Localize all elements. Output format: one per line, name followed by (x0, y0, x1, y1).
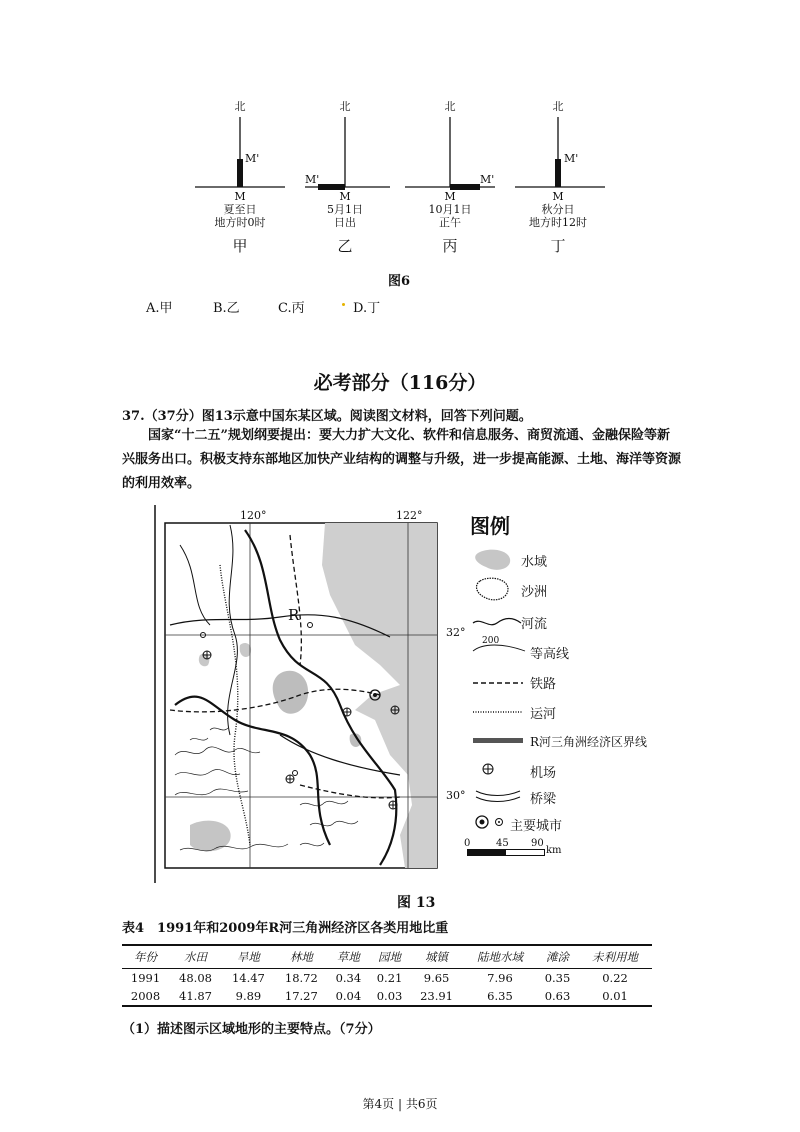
col-paddy: 水田 (169, 945, 222, 969)
m-label-ding: M (552, 190, 564, 203)
cell: 23.91 (410, 987, 463, 1006)
cell: 2008 (122, 987, 169, 1006)
cell: 0.35 (544, 971, 571, 985)
cell: 17.27 (275, 987, 328, 1006)
cell: 9.65 (423, 971, 450, 985)
legend-canal: 运河 (530, 707, 557, 722)
table-row (122, 969, 652, 988)
table-row (122, 987, 652, 1006)
panel-jia (195, 117, 285, 187)
col-dryland: 旱地 (222, 945, 275, 969)
col-year: 年份 (122, 945, 169, 969)
cell: 0.04 (328, 987, 369, 1006)
caption-jia-line1: 夏至日 (223, 203, 257, 216)
land-use-table (122, 944, 652, 1007)
sub-question-1: （1）描述图示区域地形的主要特点。（7分） (122, 1022, 381, 1037)
option-a[interactable]: A.甲 (146, 301, 173, 316)
cell: 48.08 (179, 971, 212, 985)
cell: 0.01 (578, 987, 652, 1006)
section-title: 必考部分（116分） (313, 372, 487, 394)
north-label-jia: 北 (234, 100, 246, 113)
legend-sandbar: 沙洲 (521, 585, 548, 600)
scale-bar (467, 849, 545, 856)
legend-boundary: R河三角洲经济区界线 (530, 735, 648, 749)
option-d[interactable]: D.丁 (353, 301, 381, 316)
lon-label-120: 120° (240, 509, 267, 522)
panel-name-ding: 丁 (550, 237, 566, 255)
cell: 18.72 (284, 971, 318, 985)
scale-label-90: 90 (531, 838, 544, 849)
panel-ding (515, 117, 605, 187)
legend-symbols (468, 545, 528, 835)
legend-railway: 铁路 (530, 677, 557, 692)
cell: 0.03 (369, 987, 410, 1006)
table-header-row (122, 945, 652, 969)
figure-13-caption: 图 13 (397, 895, 436, 911)
cell: 6.35 (463, 987, 537, 1006)
lon-label-122: 122° (396, 509, 423, 522)
col-water: 陆地水域 (463, 945, 537, 969)
panel-name-jia: 甲 (232, 237, 248, 255)
scale-unit: km (546, 845, 562, 856)
panel-name-bing: 丙 (442, 237, 458, 255)
col-forest: 林地 (275, 945, 328, 969)
cell: 0.34 (335, 971, 362, 985)
lat-label-30: 30° (446, 789, 466, 802)
north-label-bing: 北 (444, 100, 456, 113)
caption-ding-line1: 秋分日 (541, 203, 575, 216)
cell: 0.22 (602, 971, 628, 985)
scale-label-0: 0 (464, 838, 471, 849)
table-title: 表4 1991年和2009年R河三角洲经济区各类用地比重 (122, 921, 449, 936)
north-label-ding: 北 (552, 100, 564, 113)
col-grass: 草地 (328, 945, 369, 969)
option-b[interactable]: B.乙 (213, 301, 240, 316)
legend-airport: 机场 (530, 766, 557, 781)
caption-yi-line2: 日出 (334, 216, 356, 229)
col-urban: 城镇 (410, 945, 463, 969)
question-37: 37.（37分）图13示意中国东某区域。阅读图文材料，回答下列问题。 (122, 409, 532, 424)
mark-dot (342, 303, 345, 306)
figure-13-map (150, 505, 450, 885)
legend-water: 水域 (521, 555, 548, 570)
mprime-label-ding: M' (564, 152, 579, 165)
panel-name-yi: 乙 (337, 237, 353, 255)
cell: 41.87 (169, 987, 222, 1006)
m-label-yi: M (339, 190, 351, 203)
material-paragraph: 国家“十二五”规划纲要提出：要大力扩大文化、软件和信息服务、商贸流通、金融保险等新兴服务出口。积极支持东部地区加快产业结构的调整与升级，进一步提高能源、土地、海洋等资源的利用效率。 (122, 428, 682, 491)
lat-label-32: 32° (446, 626, 466, 639)
scale-label-45: 45 (496, 838, 509, 849)
m-label-jia: M (234, 190, 246, 203)
legend-city: 主要城市 (510, 819, 563, 834)
caption-ding-line2: 地方时12时 (529, 216, 587, 229)
figure-6-caption: 图6 (388, 274, 411, 289)
legend-title: 图例 (470, 514, 510, 538)
cell: 0.21 (376, 971, 403, 985)
caption-yi-line1: 5月1日 (327, 203, 363, 216)
option-c[interactable]: C.丙 (278, 301, 305, 316)
river-label: R (288, 606, 300, 624)
cell: 9.89 (222, 987, 275, 1006)
cell: 0.63 (537, 987, 578, 1006)
north-label-yi: 北 (339, 100, 351, 113)
caption-jia-line2: 地方时0时 (214, 216, 266, 229)
col-garden: 园地 (369, 945, 410, 969)
legend-contour-value: 200 (482, 636, 500, 646)
col-tidal: 滩涂 (537, 945, 578, 969)
mprime-label-bing: M' (480, 173, 495, 186)
legend-river: 河流 (521, 617, 548, 632)
col-unused: 未利用地 (578, 945, 652, 969)
page-footer: 第4页 | 共6页 (362, 1097, 438, 1111)
legend-bridge: 桥梁 (530, 792, 557, 807)
cell: 1991 (130, 971, 161, 985)
legend-contour: 等高线 (530, 647, 570, 662)
m-label-bing: M (444, 190, 456, 203)
mprime-label-yi: M' (305, 173, 320, 186)
caption-bing-line1: 10月1日 (428, 203, 472, 216)
mprime-label-jia: M' (245, 152, 260, 165)
cell: 14.47 (231, 971, 265, 985)
caption-bing-line2: 正午 (439, 216, 461, 229)
cell: 7.96 (487, 971, 513, 985)
